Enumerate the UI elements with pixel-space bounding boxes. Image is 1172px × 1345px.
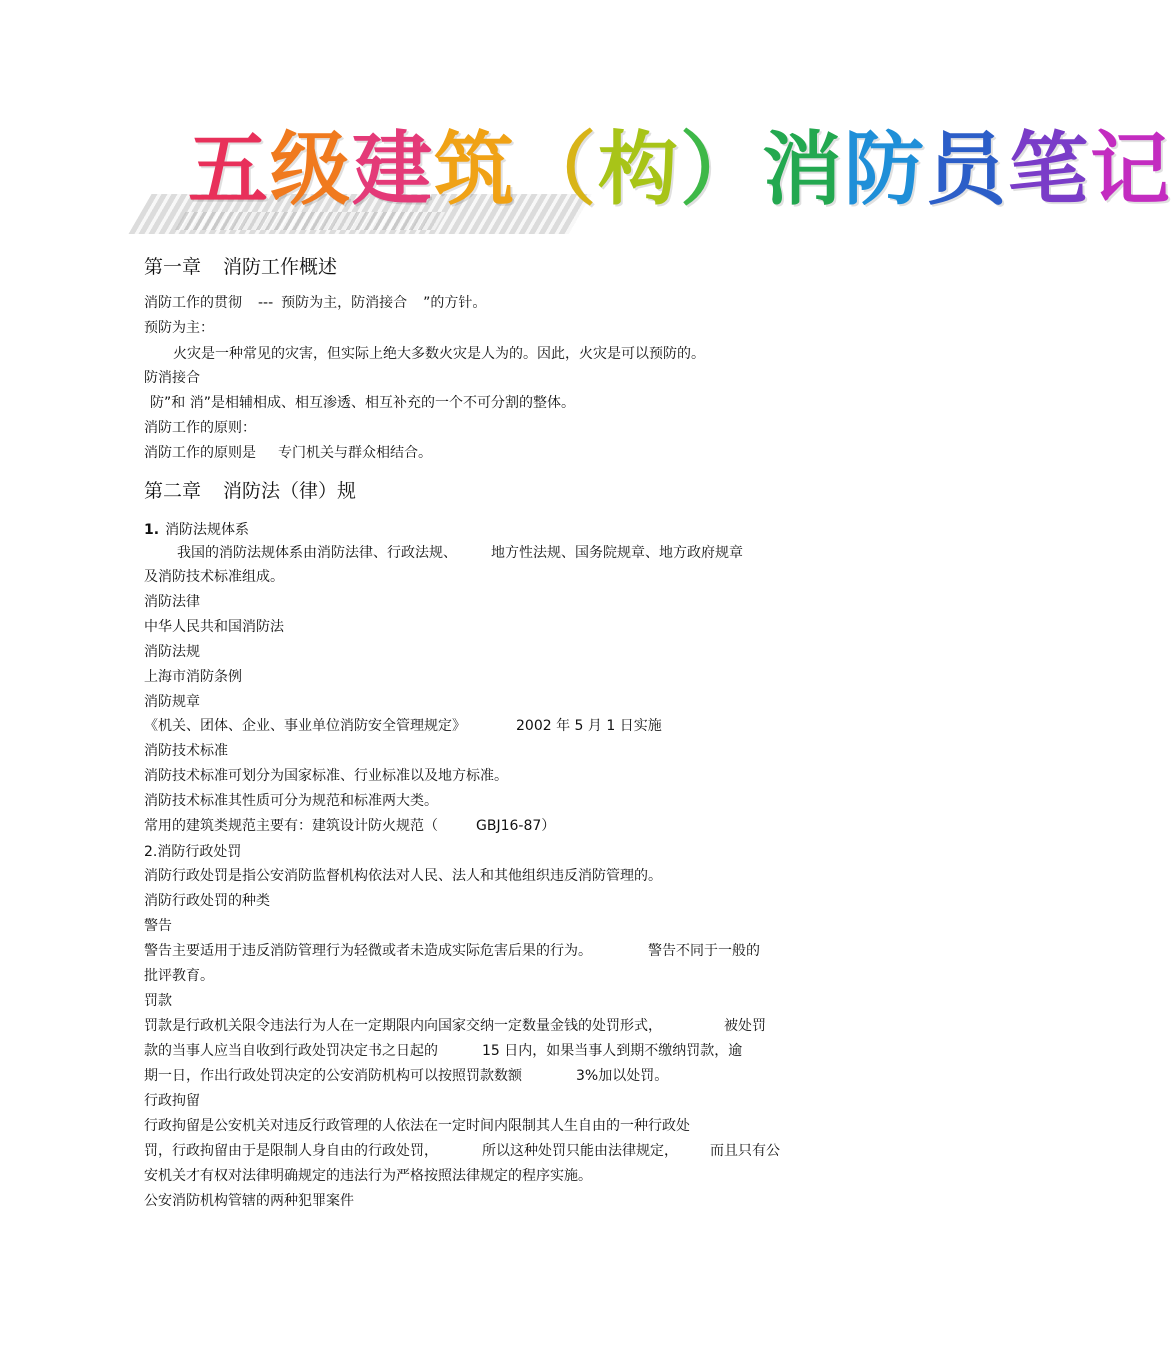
title-char: 防 bbox=[844, 123, 926, 216]
title-char: 级 bbox=[270, 123, 352, 216]
section-heading: 2.消防行政处罚 bbox=[144, 844, 242, 860]
paragraph: 防消接合 bbox=[144, 370, 200, 386]
title-char: （ bbox=[516, 123, 598, 216]
paragraph: 公安消防机构管辖的两种犯罪案件 bbox=[144, 1193, 354, 1209]
title-char: 构 bbox=[598, 123, 680, 216]
paragraph: 罚款 bbox=[144, 993, 172, 1009]
paragraph: 安机关才有权对法律明确规定的违法行为严格按照法律规定的程序实施。 bbox=[144, 1168, 592, 1184]
title-char: 五 bbox=[188, 123, 270, 216]
paragraph: 上海市消防条例 bbox=[144, 669, 242, 685]
paragraph: 火灾是一种常见的灾害，但实际上绝大多数火灾是人为的。因此，火灾是可以预防的。 bbox=[173, 346, 705, 362]
title-char: 笔 bbox=[1008, 123, 1090, 216]
title-banner bbox=[140, 112, 1172, 252]
paragraph: 消防技术标准 bbox=[144, 743, 228, 759]
paragraph: 《机关、团体、企业、事业单位消防安全管理规定》 2002 年 5 月 1 日实施 bbox=[144, 718, 662, 734]
paragraph: 消防行政处罚的种类 bbox=[144, 893, 270, 909]
paragraph: 批评教育。 bbox=[144, 968, 214, 984]
paragraph: 防”和 消”是相辅相成、相互渗透、相互补充的一个不可分割的整体。 bbox=[150, 395, 575, 411]
paragraph: 常用的建筑类规范主要有：建筑设计防火规范（ GBJ16-87） bbox=[144, 818, 556, 834]
chapter-2-heading: 第二章 消防法（律）规 bbox=[144, 480, 357, 502]
paragraph: 警告主要适用于违反消防管理行为轻微或者未造成实际危害后果的行为。 警告不同于一般的 bbox=[144, 943, 760, 959]
paragraph: 罚，行政拘留由于是限制人身自由的行政处罚， 所以这种处罚只能由法律规定， 而且只有公 bbox=[144, 1143, 780, 1159]
paragraph: 我国的消防法规体系由消防法律、行政法规、 地方性法规、国务院规章、地方政府规章 bbox=[177, 545, 743, 561]
title-char: 消 bbox=[762, 123, 844, 216]
paragraph: 消防工作的原则： bbox=[144, 420, 256, 436]
title-char: 员 bbox=[926, 123, 1008, 216]
paragraph: 消防工作的贯彻 --- 预防为主，防消接合 ”的方针。 bbox=[144, 295, 487, 311]
paragraph: 罚款是行政机关限令违法行为人在一定期限内向国家交纳一定数量金钱的处罚形式， 被处罚 bbox=[144, 1018, 766, 1034]
title-char: 筑 bbox=[434, 123, 516, 216]
paragraph: 期一日，作出行政处罚决定的公安消防机构可以按照罚款数额 3%加以处罚。 bbox=[144, 1068, 669, 1084]
paragraph: 中华人民共和国消防法 bbox=[144, 619, 284, 635]
paragraph: 消防工作的原则是 专门机关与群众相结合。 bbox=[144, 445, 432, 461]
paragraph: 行政拘留 bbox=[144, 1093, 200, 1109]
paragraph: 消防法律 bbox=[144, 594, 200, 610]
title-char: ） bbox=[680, 123, 762, 216]
paragraph: 消防行政处罚是指公安消防监督机构依法对人民、法人和其他组织违反消防管理的。 bbox=[144, 868, 662, 884]
paragraph: 款的当事人应当自收到行政处罚决定书之日起的 15 日内，如果当事人到期不缴纳罚款，逾 bbox=[144, 1043, 743, 1059]
document-title bbox=[188, 120, 1172, 220]
paragraph: 预防为主： bbox=[144, 320, 214, 336]
paragraph: 警告 bbox=[144, 918, 172, 934]
title-char: 记 bbox=[1090, 123, 1172, 216]
paragraph: 消防技术标准其性质可分为规范和标准两大类。 bbox=[144, 793, 438, 809]
paragraph: 及消防技术标准组成。 bbox=[144, 569, 284, 585]
section-heading: 1. 消防法规体系 bbox=[144, 522, 250, 538]
paragraph: 行政拘留是公安机关对违反行政管理的人依法在一定时间内限制其人生自由的一种行政处 bbox=[144, 1118, 690, 1134]
title-char: 建 bbox=[352, 123, 434, 216]
chapter-1-heading: 第一章 消防工作概述 bbox=[144, 256, 338, 278]
paragraph: 消防规章 bbox=[144, 694, 200, 710]
paragraph: 消防技术标准可划分为国家标准、行业标准以及地方标准。 bbox=[144, 768, 508, 784]
paragraph: 消防法规 bbox=[144, 644, 200, 660]
